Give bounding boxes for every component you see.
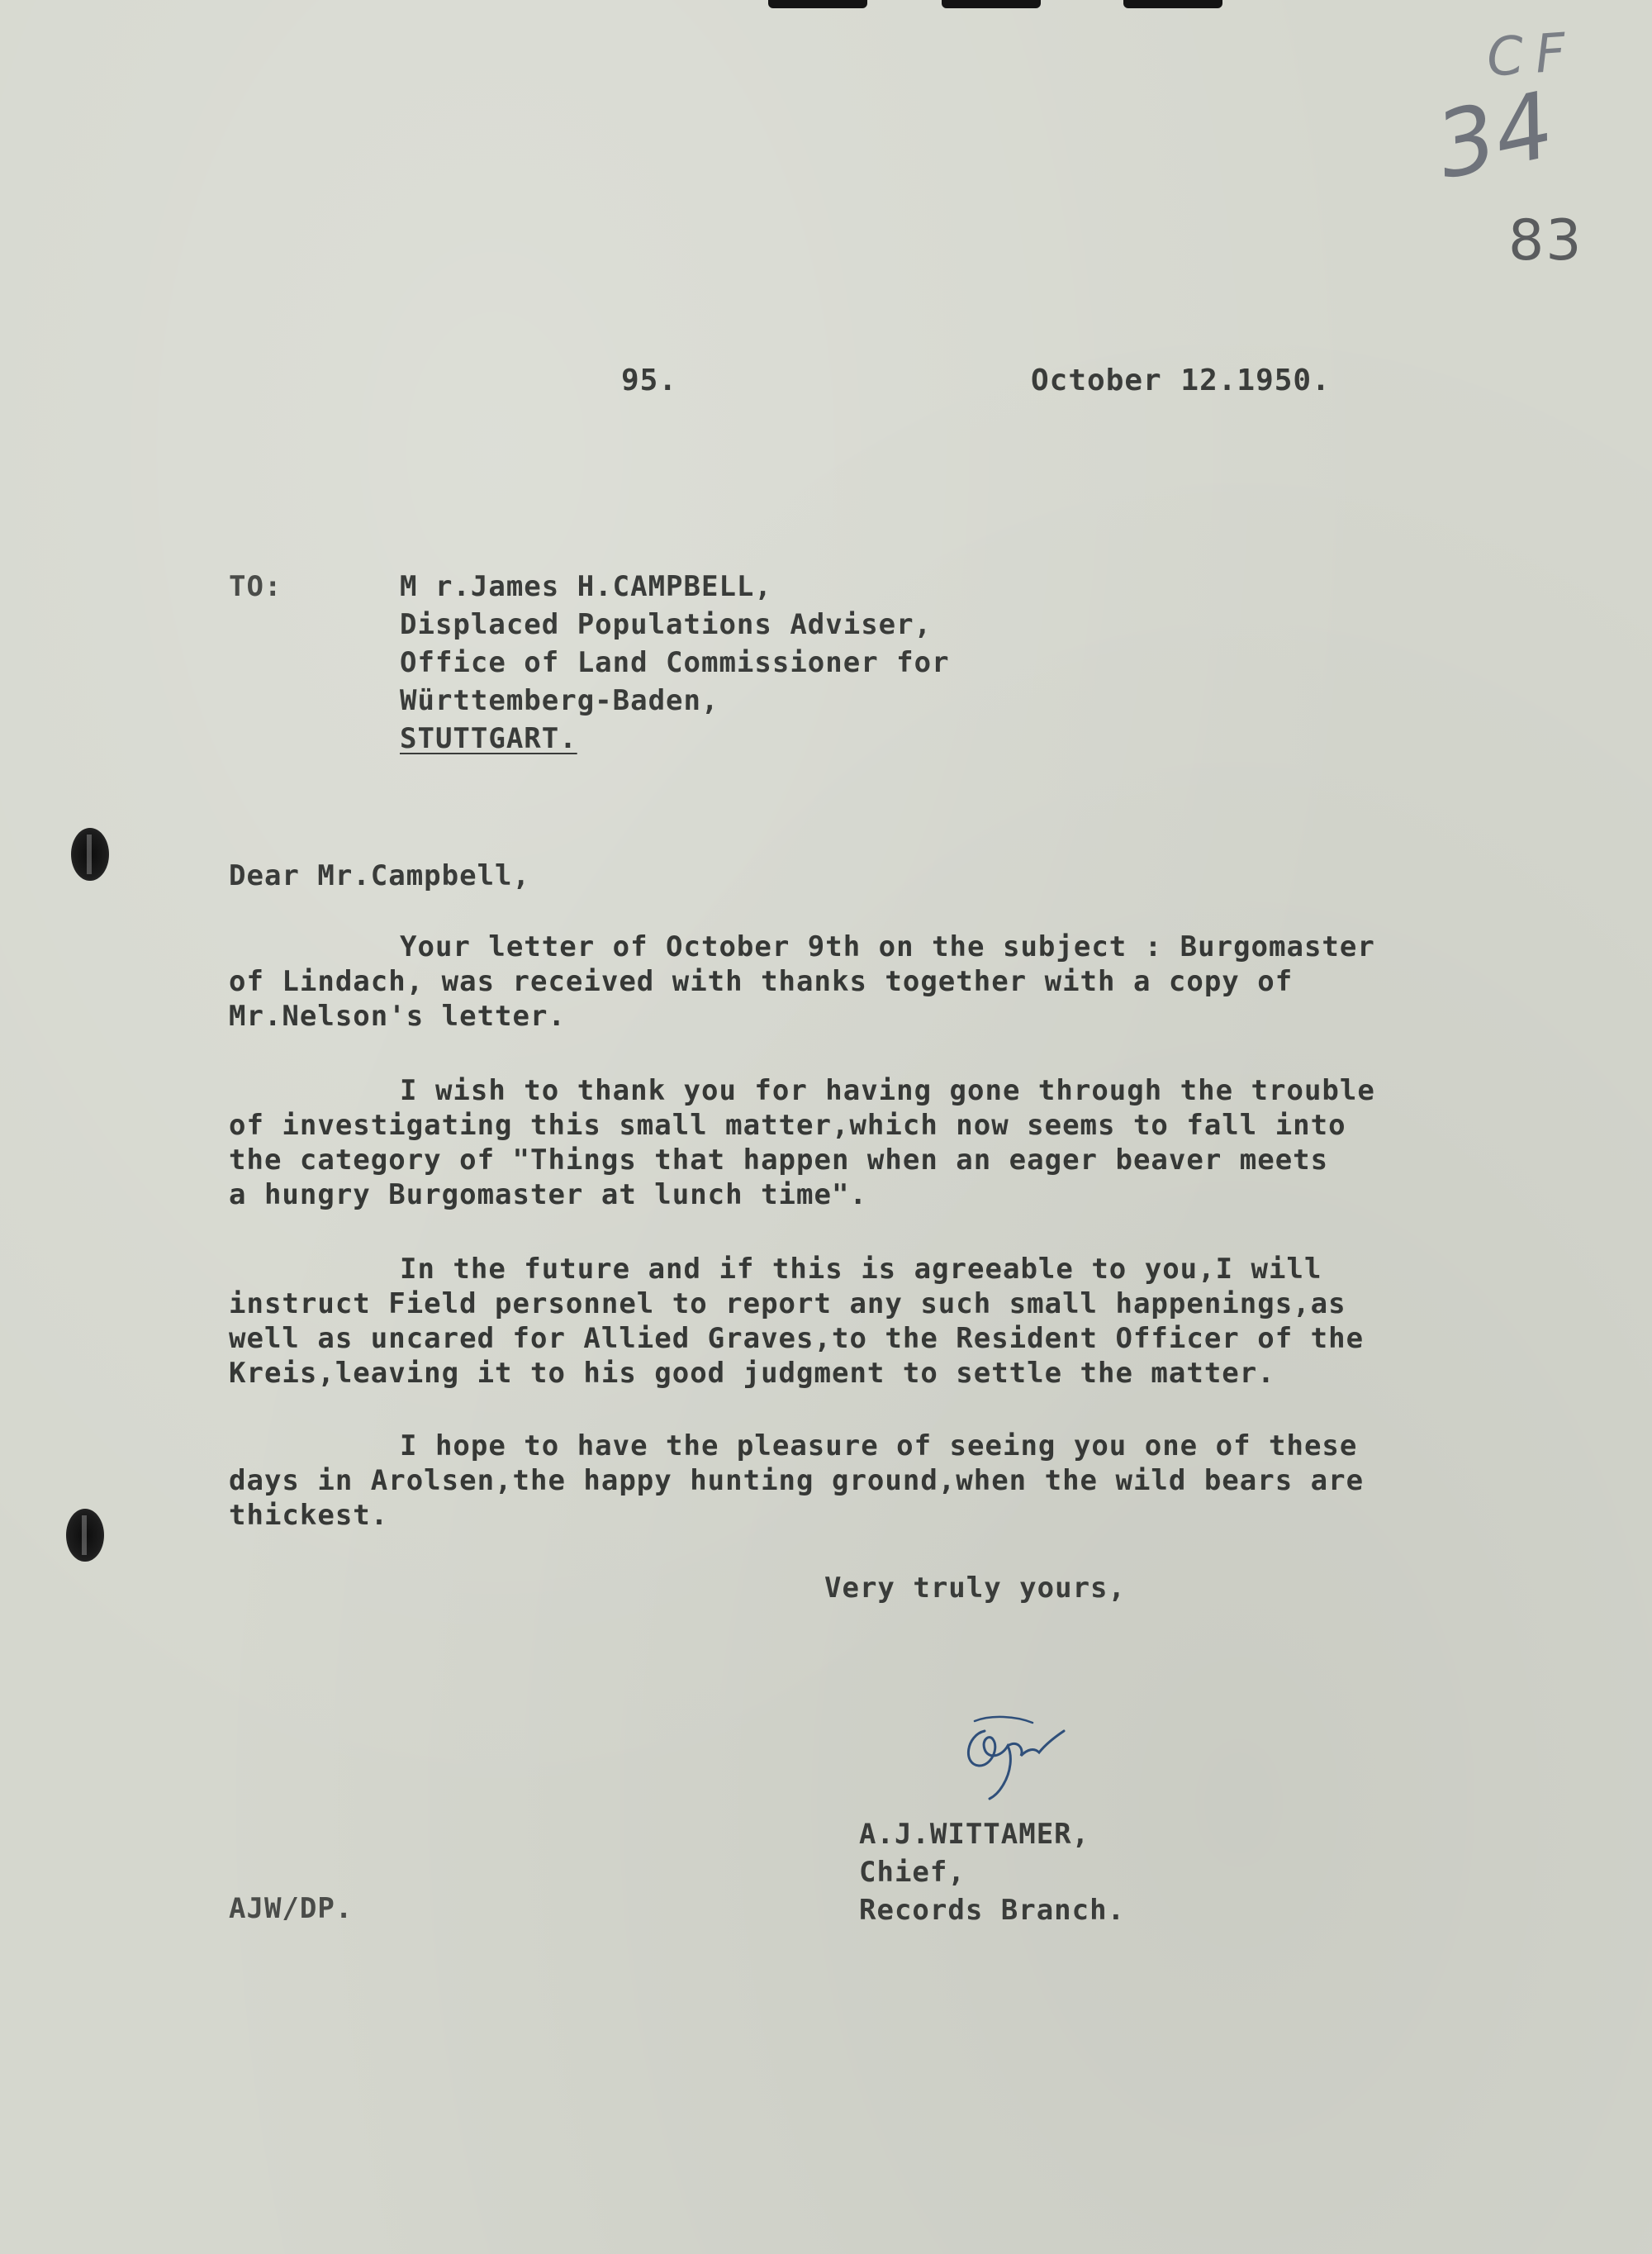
body-line: the category of "Things that happen when an eager beaver meets — [229, 1144, 1329, 1177]
handwritten-signature — [942, 1706, 1074, 1814]
body-line: of Lindach, was received with thanks together with a copy of — [229, 965, 1294, 998]
recipient-region: Württemberg-Baden, — [400, 684, 719, 717]
punch-hole-top — [71, 828, 109, 881]
recipient-label: TO: — [229, 570, 282, 603]
handwritten-note-mid: 34 — [1427, 71, 1563, 200]
body-line: a hungry Burgomaster at lunch time". — [229, 1178, 867, 1211]
body-line: thickest. — [229, 1499, 389, 1532]
body-line: instruct Field personnel to report any such small happenings,as — [229, 1287, 1346, 1320]
page-number: 83 — [1508, 208, 1583, 273]
signatory-title: Chief, — [859, 1856, 966, 1889]
recipient-name: M r.James H.CAMPBELL, — [400, 570, 772, 603]
scan-edge-marks — [768, 0, 1231, 8]
reference-number: 95. — [621, 364, 678, 397]
signatory-name: A.J.WITTAMER, — [859, 1818, 1090, 1851]
body-line: Your letter of October 9th on the subject : Burgomaster — [400, 930, 1375, 963]
body-line: Mr.Nelson's letter. — [229, 1000, 566, 1033]
body-line: well as uncared for Allied Graves,to the Resident Officer of the — [229, 1322, 1365, 1355]
body-line: In the future and if this is agreeable to you,I will — [400, 1253, 1322, 1286]
punch-hole-bottom — [66, 1509, 104, 1562]
body-line: Kreis,leaving it to his good judgment to settle the matter. — [229, 1357, 1275, 1390]
recipient-city: STUTTGART. — [400, 722, 577, 755]
typist-initials: AJW/DP. — [229, 1892, 354, 1925]
body-line: of investigating this small matter,which now seems to fall into — [229, 1109, 1346, 1142]
signatory-department: Records Branch. — [859, 1894, 1126, 1927]
body-line: days in Arolsen,the happy hunting ground,when the wild bears are — [229, 1464, 1365, 1497]
handwritten-note-top: CF — [1484, 21, 1579, 89]
recipient-title: Displaced Populations Adviser, — [400, 608, 933, 641]
closing: Very truly yours, — [824, 1572, 1126, 1605]
recipient-office: Office of Land Commissioner for — [400, 646, 950, 679]
letter-date: October 12.1950. — [1031, 364, 1331, 397]
salutation: Dear Mr.Campbell, — [229, 859, 530, 892]
body-line: I hope to have the pleasure of seeing you one of these — [400, 1429, 1358, 1462]
body-line: I wish to thank you for having gone through the trouble — [400, 1074, 1375, 1107]
